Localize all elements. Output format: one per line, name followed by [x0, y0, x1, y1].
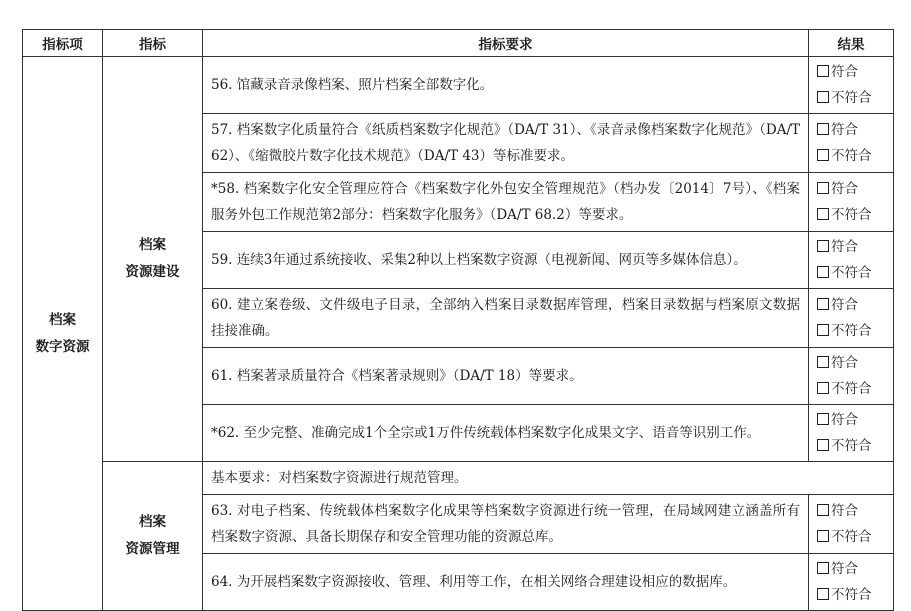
checkbox-icon[interactable] — [817, 530, 829, 542]
checkbox-icon[interactable] — [817, 356, 829, 368]
result-cell — [809, 173, 894, 232]
option-compliant[interactable] — [817, 556, 893, 582]
option-compliant[interactable] — [817, 234, 893, 260]
option-label: 不符合 — [831, 438, 872, 454]
option-label: 符合 — [831, 297, 858, 313]
option-noncompliant[interactable] — [817, 582, 893, 608]
header-result: 结果 — [809, 30, 894, 57]
requirement-text: 63. 对电子档案、传统载体档案数字化成果等档案数字资源进行统一管理，在局域网建立涵盖所有档案数字资源、具备长期保存和安全管理功能的资源总库。 — [203, 495, 809, 554]
option-label: 符合 — [831, 561, 858, 577]
category-cell — [23, 57, 103, 611]
checkbox-icon[interactable] — [817, 298, 829, 310]
checkbox-icon[interactable] — [817, 562, 829, 574]
option-compliant[interactable] — [817, 117, 893, 143]
option-label: 不符合 — [831, 90, 872, 106]
option-label: 不符合 — [831, 148, 872, 164]
header-row — [23, 30, 894, 57]
result-cell — [809, 554, 894, 611]
checkbox-icon[interactable] — [817, 504, 829, 516]
requirement-text: 59. 连续3年通过系统接收、采集2种以上档案数字资源（电视新闻、网页等多媒体信息）。 — [203, 232, 809, 289]
checkbox-icon[interactable] — [817, 208, 829, 220]
option-label: 不符合 — [831, 323, 872, 339]
checkbox-icon[interactable] — [817, 91, 829, 103]
checkbox-icon[interactable] — [817, 413, 829, 425]
requirement-text: 56. 馆藏录音录像档案、照片档案全部数字化。 — [203, 57, 809, 114]
table-row — [23, 57, 894, 114]
checkbox-icon[interactable] — [817, 65, 829, 77]
checkbox-icon[interactable] — [817, 123, 829, 135]
option-label: 符合 — [831, 239, 858, 255]
result-cell — [809, 114, 894, 173]
indicator-label: 档案 资源建设 — [125, 237, 180, 280]
option-label: 符合 — [831, 64, 858, 80]
checkbox-icon[interactable] — [817, 588, 829, 600]
result-cell — [809, 348, 894, 405]
option-label: 不符合 — [831, 529, 872, 545]
option-label: 符合 — [831, 355, 858, 371]
header-indicator-item: 指标项 — [23, 30, 103, 57]
option-label: 不符合 — [831, 207, 872, 223]
indicator-cell-resource-management — [103, 462, 203, 611]
header-requirement: 指标要求 — [203, 30, 809, 57]
checkbox-icon[interactable] — [817, 182, 829, 194]
option-noncompliant[interactable] — [817, 318, 893, 344]
requirements-table-wrapper — [22, 29, 894, 611]
option-noncompliant[interactable] — [817, 376, 893, 402]
checkbox-icon[interactable] — [817, 324, 829, 336]
result-cell — [809, 232, 894, 289]
requirements-table — [22, 29, 894, 611]
indicator-label: 档案 资源管理 — [125, 514, 180, 557]
option-label: 符合 — [831, 412, 858, 428]
option-label: 不符合 — [831, 265, 872, 281]
basic-requirement-text: 基本要求：对档案数字资源进行规范管理。 — [203, 462, 894, 495]
checkbox-icon[interactable] — [817, 266, 829, 278]
option-label: 符合 — [831, 122, 858, 138]
option-noncompliant[interactable] — [817, 202, 893, 228]
header-indicator: 指标 — [103, 30, 203, 57]
option-label: 符合 — [831, 503, 858, 519]
option-noncompliant[interactable] — [817, 143, 893, 169]
category-label: 档案 数字资源 — [35, 311, 90, 355]
requirement-text: 61. 档案著录质量符合《档案著录规则》（DA/T 18）等要求。 — [203, 348, 809, 405]
result-cell — [809, 495, 894, 554]
option-compliant[interactable] — [817, 407, 893, 433]
checkbox-icon[interactable] — [817, 240, 829, 252]
option-label: 不符合 — [831, 587, 872, 603]
option-compliant[interactable] — [817, 498, 893, 524]
option-noncompliant[interactable] — [817, 260, 893, 286]
requirement-text: *62. 至少完整、准确完成1个全宗或1万件传统载体档案数字化成果文字、语音等识别工作。 — [203, 405, 809, 462]
checkbox-icon[interactable] — [817, 382, 829, 394]
option-noncompliant[interactable] — [817, 85, 893, 111]
result-cell — [809, 289, 894, 348]
table-row — [23, 462, 894, 495]
option-label: 不符合 — [831, 381, 872, 397]
option-compliant[interactable] — [817, 292, 893, 318]
result-cell — [809, 405, 894, 462]
requirement-text: 60. 建立案卷级、文件级电子目录，全部纳入档案目录数据库管理，档案目录数据与档案原文数据挂接准确。 — [203, 289, 809, 348]
option-noncompliant[interactable] — [817, 433, 893, 459]
option-compliant[interactable] — [817, 176, 893, 202]
requirement-text: 64. 为开展档案数字资源接收、管理、利用等工作，在相关网络合理建设相应的数据库。 — [203, 554, 809, 611]
option-noncompliant[interactable] — [817, 524, 893, 550]
checkbox-icon[interactable] — [817, 439, 829, 451]
requirement-text: *58. 档案数字化安全管理应符合《档案数字化外包安全管理规范》（档办发〔2014〕7号）、《档案服务外包工作规范第2部分：档案数字化服务》（DA/T 68.2）等要求。 — [203, 173, 809, 232]
requirement-text: 57. 档案数字化质量符合《纸质档案数字化规范》（DA/T 31）、《录音录像档案数字化规范》（DA/T 62）、《缩微胶片数字化技术规范》（DA/T 43）等标准要求。 — [203, 114, 809, 173]
checkbox-icon[interactable] — [817, 149, 829, 161]
option-compliant[interactable] — [817, 59, 893, 85]
result-cell — [809, 57, 894, 114]
option-compliant[interactable] — [817, 350, 893, 376]
option-label: 符合 — [831, 181, 858, 197]
indicator-cell-resource-building — [103, 57, 203, 462]
